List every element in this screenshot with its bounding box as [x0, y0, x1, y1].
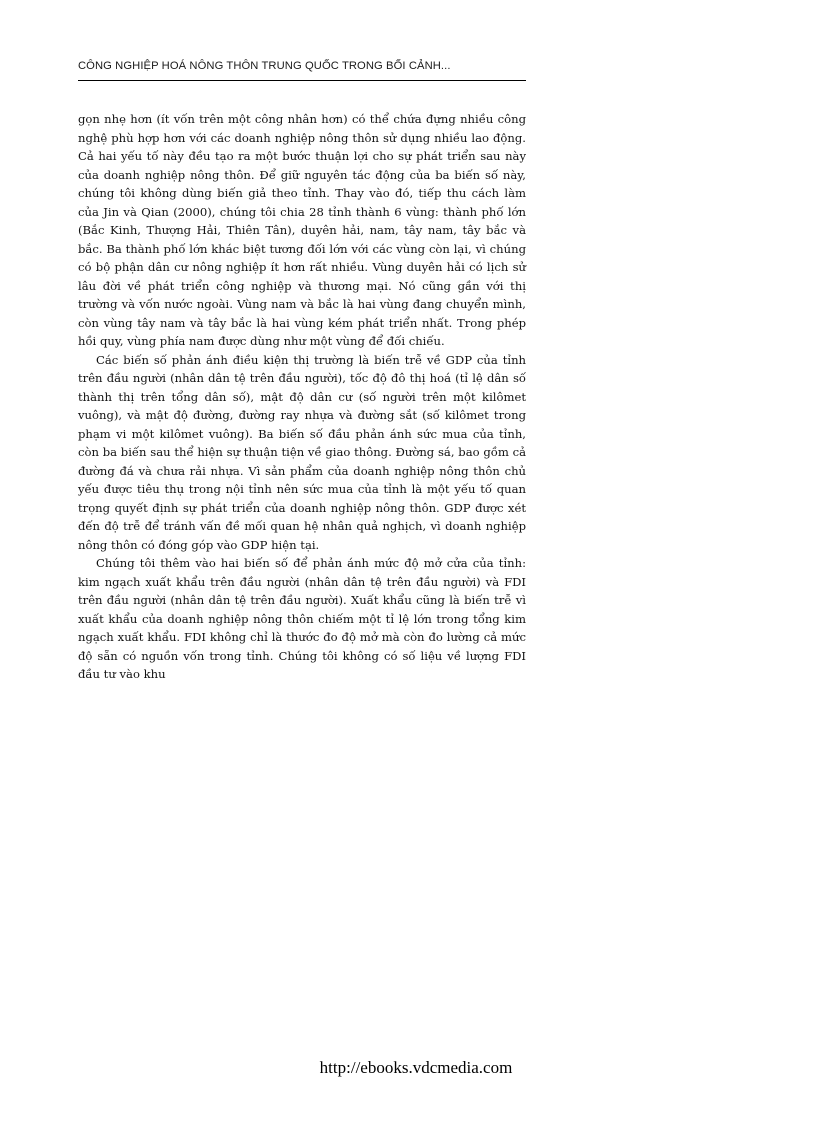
- paragraph: gọn nhẹ hơn (ít vốn trên một công nhân hơn) có thể chứa đựng nhiều công nghệ phù hợp hơn với các doanh nghiệp nông thôn sử dụng nhiều lao động. Cả hai yếu tố này đều tạo ra một bước thuận lợi cho sự phát triển sau này của doanh nghiệp nông thôn. Để giữ nguyên tác động của ba biến số này, chúng tôi không dùng biến giả theo tỉnh. Thay vào đó, tiếp thu cách làm của Jin và Qian (2000), chúng tôi chia 28 tỉnh thành 6 vùng: thành phố lớn (Bắc Kinh, Thượng Hải, Thiên Tân), duyên hải, nam, tây nam, tây bắc và bắc. Ba thành phố lớn khác biệt tương đối lớn với các vùng còn lại, vì chúng có bộ phận dân cư nông nghiệp ít hơn rất nhiều. Vùng duyên hải có lịch sử lâu đời về phát triển công nghiệp và thương mại. Nó cũng gần với thị trường và vốn nước ngoài. Vùng nam và bắc là hai vùng đang chuyển mình, còn vùng tây nam và tây bắc là hai vùng kém phát triển nhất. Trong phép hồi quy, vùng phía nam được dùng như một vùng để đối chiếu.: [78, 112, 526, 348]
- footer: [0, 1058, 816, 1078]
- running-header: CÔNG NGHIỆP HOÁ NÔNG THÔN TRUNG QUỐC TRONG BỐI CẢNH...: [78, 60, 451, 72]
- paragraph: Chúng tôi thêm vào hai biến số để phản ánh mức độ mở cửa của tỉnh: kim ngạch xuất khẩu trên đầu người (nhân dân tệ trên đầu người) và FDI trên đầu người (nhân dân tệ trên đầu người). Xuất khẩu cũng là biến trễ vì xuất khẩu của doanh nghiệp nông thôn chiếm một tỉ lệ lớn trong tổng kim ngạch xuất khẩu. FDI không chỉ là thước đo độ mở mà còn đo lường cả mức độ sẵn có nguồn vốn trong tỉnh. Chúng tôi không có số liệu về lượng FDI đầu tư vào khu: [78, 556, 526, 681]
- paragraph: Các biến số phản ánh điều kiện thị trường là biến trễ về GDP của tỉnh trên đầu người (nhân dân tệ trên đầu người), tốc độ đô thị hoá (tỉ lệ dân số thành thị trên tổng dân số), mật độ dân cư (số người trên một kilômet vuông), và mật độ đường, đường ray nhựa và đường sắt (số kilômet trong phạm vi một kilômet vuông). Ba biến số đầu phản ánh sức mua của tỉnh, còn ba biến sau thể hiện sự thuận tiện về giao thông. Đường sá, bao gồm cả đường đá và chưa rải nhựa. Vì sản phẩm của doanh nghiệp nông thôn chủ yếu được tiêu thụ trong nội tỉnh nên sức mua của tỉnh là một yếu tố quan trọng quyết định sự phát triển của doanh nghiệp nông thôn. GDP được xét đến độ trễ để tránh vấn đề mối quan hệ nhân quả nghịch, vì doanh nghiệp nông thôn có đóng góp vào GDP hiện tại.: [78, 352, 526, 552]
- body-text: [78, 110, 526, 684]
- header-divider: [78, 80, 526, 81]
- footer-url-link[interactable]: http://ebooks.vdcmedia.com: [319, 1058, 513, 1077]
